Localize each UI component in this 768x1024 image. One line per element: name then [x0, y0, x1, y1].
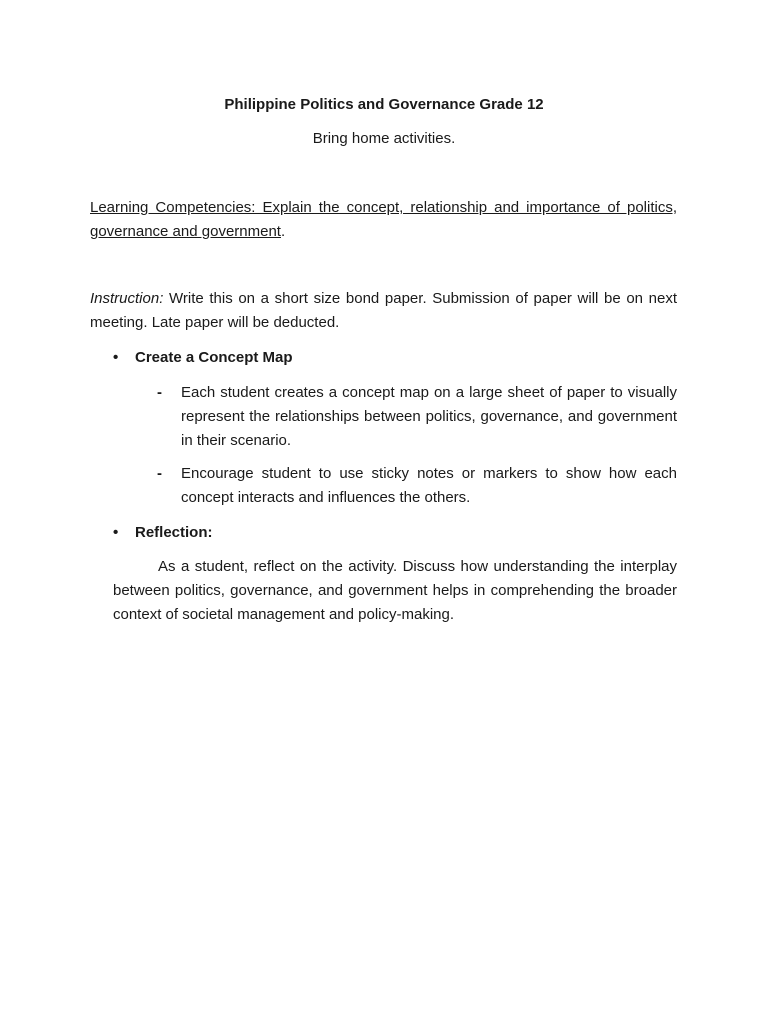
bullet-dot-icon: •: [113, 349, 119, 366]
learning-competencies-period: .: [280, 223, 286, 240]
instruction-label: Instruction:: [90, 290, 164, 307]
dash-icon: -: [157, 465, 162, 482]
instruction-paragraph: [90, 287, 677, 335]
learning-competencies: [90, 196, 677, 244]
reflection-paragraph: As a student, reflect on the activity. Discuss how understanding the interplay between politics, governance, and government helps in comprehending the broader context of societal management and policy-making.: [113, 558, 677, 623]
learning-competencies-text: Learning Competencies: Explain the concept, relationship and importance of politics, governance and government: [90, 199, 677, 240]
dash-icon: -: [157, 384, 162, 401]
document-title: Philippine Politics and Governance Grade 12: [224, 96, 544, 113]
document-subtitle: Bring home activities.: [312, 130, 456, 147]
sub-item-text: Encourage student to use sticky notes or markers to show how each concept interacts and influences the others.: [181, 465, 677, 506]
bullet-dot-icon: •: [113, 524, 119, 541]
bullet-heading-reflection: Reflection:: [135, 524, 213, 541]
sub-item-text: Each student creates a concept map on a large sheet of paper to visually represent the relationships between politics, governance, and government in their scenario.: [181, 384, 677, 449]
instruction-text: Write this on a short size bond paper. Submission of paper will be on next meeting. Late paper will be deducted.: [90, 290, 677, 331]
bullet-heading-concept-map: Create a Concept Map: [135, 349, 293, 366]
